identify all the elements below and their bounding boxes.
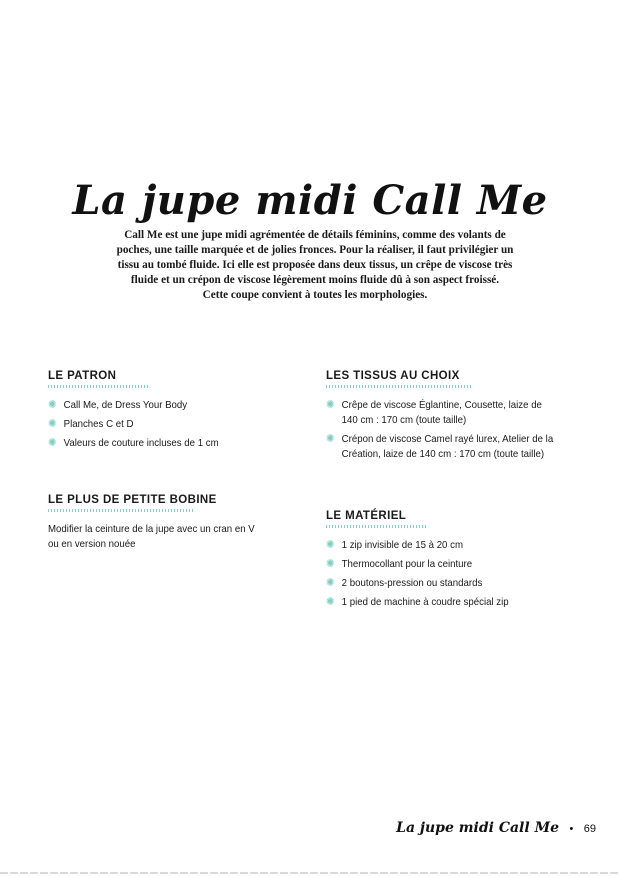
section-heading-plus: LE PLUS DE PETITE BOBINE	[48, 494, 217, 506]
sparkle-bullet-icon: ✺	[326, 558, 335, 570]
intro-line: tissu au tombé fluide. Ici elle est proposée dans deux tissus, un crêpe de viscose très	[117, 259, 513, 271]
sparkle-bullet-icon: ✺	[326, 399, 335, 411]
list-item: ✺ Planches C et D	[48, 418, 134, 430]
section-heading-tissus: LES TISSUS AU CHOIX	[326, 370, 460, 382]
dotted-divider	[48, 509, 193, 512]
intro-line: Cette coupe convient à toutes les morphologies.	[202, 289, 428, 301]
page-title: La jupe midi Call Me	[72, 176, 548, 224]
plus-text: Modifier la ceinture de la jupe avec un cran en V ou en version nouée	[48, 523, 255, 550]
materiel-list	[326, 538, 596, 610]
list-item: ✺ Valeurs de couture incluses de 1 cm	[48, 437, 219, 449]
tissus-list	[326, 398, 596, 462]
bottom-dashed-rule	[0, 872, 620, 874]
intro-line: Call Me est une jupe midi agrémentée de détails féminins, comme des volants de	[124, 229, 506, 241]
patron-list	[48, 398, 298, 451]
section-patron	[48, 370, 298, 455]
intro-paragraph	[105, 228, 525, 303]
section-heading-materiel: LE MATÉRIEL	[326, 510, 407, 522]
list-item: ✺ Thermocollant pour la ceinture	[326, 558, 473, 570]
section-materiel	[326, 510, 596, 614]
footer-title: La jupe midi Call Me	[396, 820, 559, 836]
sparkle-bullet-icon: ✺	[48, 418, 57, 430]
dotted-divider	[326, 525, 426, 528]
sparkle-bullet-icon: ✺	[48, 399, 57, 411]
page-number: 69	[583, 823, 596, 835]
list-item: ✺ Crépon de viscose Camel rayé lurex, Atelier de la Création, laize de 140 cm : 170 cm (toute taille)	[326, 433, 554, 460]
intro-line: fluide et un crépon de viscose légèrement moins fluide dû à son aspect froissé.	[130, 274, 500, 286]
sparkle-bullet-icon: ✺	[326, 596, 335, 608]
footer-separator: •	[569, 823, 574, 835]
list-item: ✺ Crêpe de viscose Églantine, Cousette, laize de 140 cm : 170 cm (toute taille)	[326, 399, 542, 426]
list-item: ✺ 1 pied de machine à coudre spécial zip	[326, 596, 509, 608]
sparkle-bullet-icon: ✺	[326, 577, 335, 589]
sparkle-bullet-icon: ✺	[326, 433, 335, 445]
section-plus	[48, 494, 308, 552]
section-tissus	[326, 370, 596, 466]
list-item: ✺ 1 zip invisible de 15 à 20 cm	[326, 539, 463, 551]
dotted-divider	[48, 385, 148, 388]
section-heading-patron: LE PATRON	[48, 370, 117, 382]
list-item: ✺ 2 boutons-pression ou standards	[326, 577, 483, 589]
sparkle-bullet-icon: ✺	[326, 539, 335, 551]
intro-line: poches, une taille marquée et de jolies fronces. Pour la réaliser, il faut privilégier un	[116, 244, 514, 256]
page-footer	[396, 820, 596, 836]
sparkle-bullet-icon: ✺	[48, 437, 57, 449]
dotted-divider	[326, 385, 471, 388]
list-item: ✺ Call Me, de Dress Your Body	[48, 399, 188, 411]
